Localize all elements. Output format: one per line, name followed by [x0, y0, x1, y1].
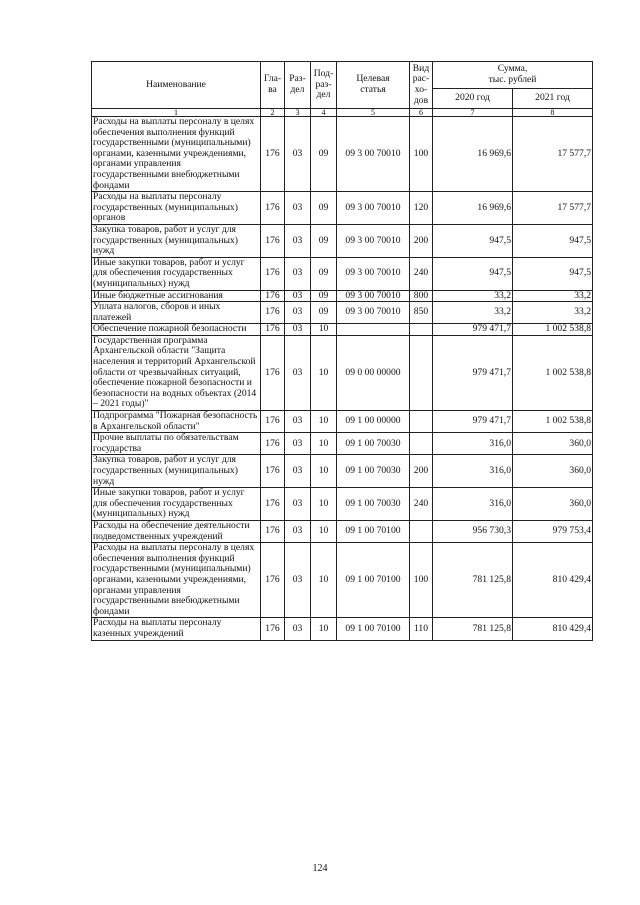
row-sum-2020-cell: 33,2: [433, 302, 513, 324]
row-section-cell: 03: [285, 411, 311, 433]
row-target-cell: 09 1 00 00000: [337, 411, 410, 433]
row-target-cell: [337, 324, 410, 336]
row-subsection-cell: 10: [311, 335, 337, 410]
row-section-cell: 03: [285, 488, 311, 521]
table-row: [92, 224, 593, 257]
row-sum-2020-cell: 781 125,8: [433, 618, 513, 640]
row-section-cell: 03: [285, 520, 311, 542]
row-section-cell: 03: [285, 455, 311, 488]
row-target-cell: 09 3 00 70010: [337, 257, 410, 290]
row-chapter-cell: 176: [261, 455, 285, 488]
row-chapter-cell: 176: [261, 290, 285, 302]
header-name: Наименование: [92, 62, 261, 109]
row-target-cell: 09 3 00 70010: [337, 302, 410, 324]
row-expense-type-cell: 100: [410, 117, 433, 192]
row-target-cell: 09 1 00 70030: [337, 488, 410, 521]
row-target-cell: 09 0 00 00000: [337, 335, 410, 410]
row-target-cell: 09 1 00 70100: [337, 618, 410, 640]
column-number: 4: [311, 109, 337, 117]
row-expense-type-cell: 850: [410, 302, 433, 324]
row-expense-type-cell: 110: [410, 618, 433, 640]
row-sum-2021-cell: 33,2: [513, 290, 593, 302]
row-expense-type-cell: 240: [410, 488, 433, 521]
column-number: 6: [410, 109, 433, 117]
row-section-cell: 03: [285, 290, 311, 302]
row-target-cell: 09 3 00 70010: [337, 117, 410, 192]
table-row: [92, 455, 593, 488]
row-sum-2020-cell: 979 471,7: [433, 335, 513, 410]
row-name-cell: Уплата налогов, сборов и иных платежей: [92, 302, 261, 324]
row-expense-type-cell: [410, 520, 433, 542]
column-number: 8: [513, 109, 593, 117]
column-number: 1: [92, 109, 261, 117]
row-subsection-cell: 10: [311, 324, 337, 336]
row-chapter-cell: 176: [261, 520, 285, 542]
table-row: [92, 302, 593, 324]
row-sum-2020-cell: 316,0: [433, 488, 513, 521]
row-target-cell: 09 3 00 70010: [337, 290, 410, 302]
table-row: [92, 543, 593, 618]
row-section-cell: 03: [285, 192, 311, 225]
row-sum-2020-cell: 33,2: [433, 290, 513, 302]
row-expense-type-cell: 200: [410, 224, 433, 257]
row-sum-2020-cell: 979 471,7: [433, 411, 513, 433]
row-expense-type-cell: 120: [410, 192, 433, 225]
row-subsection-cell: 10: [311, 411, 337, 433]
row-sum-2021-cell: 360,0: [513, 433, 593, 455]
row-chapter-cell: 176: [261, 324, 285, 336]
table-row: [92, 411, 593, 433]
row-section-cell: 03: [285, 257, 311, 290]
row-subsection-cell: 10: [311, 488, 337, 521]
row-chapter-cell: 176: [261, 618, 285, 640]
row-target-cell: 09 1 00 70030: [337, 433, 410, 455]
table-row: [92, 618, 593, 640]
column-number: 5: [337, 109, 410, 117]
row-target-cell: 09 3 00 70010: [337, 192, 410, 225]
row-chapter-cell: 176: [261, 488, 285, 521]
row-sum-2020-cell: 16 969,6: [433, 117, 513, 192]
row-subsection-cell: 09: [311, 117, 337, 192]
row-section-cell: 03: [285, 117, 311, 192]
header-section: Раз- дел: [285, 62, 311, 109]
row-expense-type-cell: 240: [410, 257, 433, 290]
table-row: [92, 335, 593, 410]
row-expense-type-cell: [410, 335, 433, 410]
row-section-cell: 03: [285, 324, 311, 336]
row-target-cell: 09 1 00 70100: [337, 543, 410, 618]
row-chapter-cell: 176: [261, 224, 285, 257]
row-sum-2021-cell: 810 429,4: [513, 618, 593, 640]
row-subsection-cell: 10: [311, 543, 337, 618]
header-chapter: Гла- ва: [261, 62, 285, 109]
row-name-cell: Иные закупки товаров, работ и услуг для обеспечения государственных (муниципальных) нужд: [92, 257, 261, 290]
row-expense-type-cell: 200: [410, 455, 433, 488]
header-expense-type: Вид рас- хо- дов: [410, 62, 433, 109]
column-number: 3: [285, 109, 311, 117]
row-name-cell: Закупка товаров, работ и услуг для государственных (муниципальных) нужд: [92, 455, 261, 488]
row-section-cell: 03: [285, 224, 311, 257]
header-sum: Сумма, тыс. рублей: [433, 62, 593, 89]
row-sum-2021-cell: 17 577,7: [513, 192, 593, 225]
row-sum-2020-cell: 316,0: [433, 455, 513, 488]
row-sum-2020-cell: 979 471,7: [433, 324, 513, 336]
table-row: [92, 520, 593, 542]
table-row: [92, 117, 593, 192]
table-row: [92, 488, 593, 521]
row-section-cell: 03: [285, 543, 311, 618]
row-subsection-cell: 09: [311, 290, 337, 302]
header-year-2020: 2020 год: [433, 89, 513, 109]
row-sum-2021-cell: 360,0: [513, 488, 593, 521]
row-sum-2021-cell: 947,5: [513, 257, 593, 290]
row-sum-2020-cell: 316,0: [433, 433, 513, 455]
row-expense-type-cell: [410, 433, 433, 455]
row-sum-2021-cell: 1 002 538,8: [513, 335, 593, 410]
row-chapter-cell: 176: [261, 411, 285, 433]
row-name-cell: Расходы на выплаты персоналу в целях обеспечения выполнения функций государственными (муниципальными) органами, казенными учреждениями, органами управления государственными внебюджетными фондами: [92, 117, 261, 192]
row-section-cell: 03: [285, 433, 311, 455]
row-subsection-cell: 09: [311, 302, 337, 324]
row-chapter-cell: 176: [261, 335, 285, 410]
row-name-cell: Иные бюджетные ассигнования: [92, 290, 261, 302]
row-name-cell: Иные закупки товаров, работ и услуг для обеспечения государственных (муниципальных) нужд: [92, 488, 261, 521]
row-name-cell: Обеспечение пожарной безопасности: [92, 324, 261, 336]
row-expense-type-cell: [410, 324, 433, 336]
row-sum-2021-cell: 1 002 538,8: [513, 324, 593, 336]
table-row: [92, 290, 593, 302]
table-row: [92, 192, 593, 225]
header-target: Целевая статья: [337, 62, 410, 109]
table-row: [92, 257, 593, 290]
row-name-cell: Расходы на выплаты персоналу в целях обеспечения выполнения функций государственными (муниципальными) органами, казенными учреждениями, органами управления государственными внебюджетными фондами: [92, 543, 261, 618]
table-row: [92, 324, 593, 336]
column-number: 2: [261, 109, 285, 117]
row-chapter-cell: 176: [261, 302, 285, 324]
row-subsection-cell: 10: [311, 520, 337, 542]
row-section-cell: 03: [285, 335, 311, 410]
row-sum-2020-cell: 947,5: [433, 257, 513, 290]
budget-table: [91, 61, 593, 641]
row-name-cell: Расходы на выплаты персоналу государственных (муниципальных) органов: [92, 192, 261, 225]
row-chapter-cell: 176: [261, 257, 285, 290]
row-sum-2021-cell: 360,0: [513, 455, 593, 488]
row-sum-2020-cell: 781 125,8: [433, 543, 513, 618]
header-subsection: Под- раз- дел: [311, 62, 337, 109]
row-sum-2020-cell: 956 730,3: [433, 520, 513, 542]
row-subsection-cell: 09: [311, 257, 337, 290]
table-row: [92, 433, 593, 455]
row-sum-2021-cell: 33,2: [513, 302, 593, 324]
row-name-cell: Расходы на обеспечение деятельности подведомственных учреждений: [92, 520, 261, 542]
row-chapter-cell: 176: [261, 117, 285, 192]
row-chapter-cell: 176: [261, 433, 285, 455]
row-subsection-cell: 10: [311, 433, 337, 455]
row-expense-type-cell: 800: [410, 290, 433, 302]
page-number: 124: [312, 863, 328, 874]
row-sum-2021-cell: 979 753,4: [513, 520, 593, 542]
column-number: 7: [433, 109, 513, 117]
row-target-cell: 09 3 00 70010: [337, 224, 410, 257]
row-expense-type-cell: [410, 411, 433, 433]
row-sum-2021-cell: 17 577,7: [513, 117, 593, 192]
row-subsection-cell: 09: [311, 192, 337, 225]
row-sum-2020-cell: 947,5: [433, 224, 513, 257]
row-section-cell: 03: [285, 618, 311, 640]
row-name-cell: Расходы на выплаты персоналу казенных учреждений: [92, 618, 261, 640]
row-expense-type-cell: 100: [410, 543, 433, 618]
row-subsection-cell: 10: [311, 455, 337, 488]
row-sum-2021-cell: 1 002 538,8: [513, 411, 593, 433]
row-name-cell: Государственная программа Архангельской области "Защита населения и территорий Архангельской области от чрезвычайных ситуаций, обеспечение пожарной безопасности и безопасности на водных объектах (2014 – 2021 годы)": [92, 335, 261, 410]
row-sum-2020-cell: 16 969,6: [433, 192, 513, 225]
row-target-cell: 09 1 00 70100: [337, 520, 410, 542]
row-subsection-cell: 10: [311, 618, 337, 640]
row-target-cell: 09 1 00 70030: [337, 455, 410, 488]
row-subsection-cell: 09: [311, 224, 337, 257]
row-section-cell: 03: [285, 302, 311, 324]
row-chapter-cell: 176: [261, 192, 285, 225]
row-chapter-cell: 176: [261, 543, 285, 618]
row-name-cell: Подпрограмма "Пожарная безопасность в Архангельской области": [92, 411, 261, 433]
header-year-2021: 2021 год: [513, 89, 593, 109]
row-sum-2021-cell: 947,5: [513, 224, 593, 257]
row-sum-2021-cell: 810 429,4: [513, 543, 593, 618]
row-name-cell: Закупка товаров, работ и услуг для государственных (муниципальных) нужд: [92, 224, 261, 257]
row-name-cell: Прочие выплаты по обязательствам государства: [92, 433, 261, 455]
